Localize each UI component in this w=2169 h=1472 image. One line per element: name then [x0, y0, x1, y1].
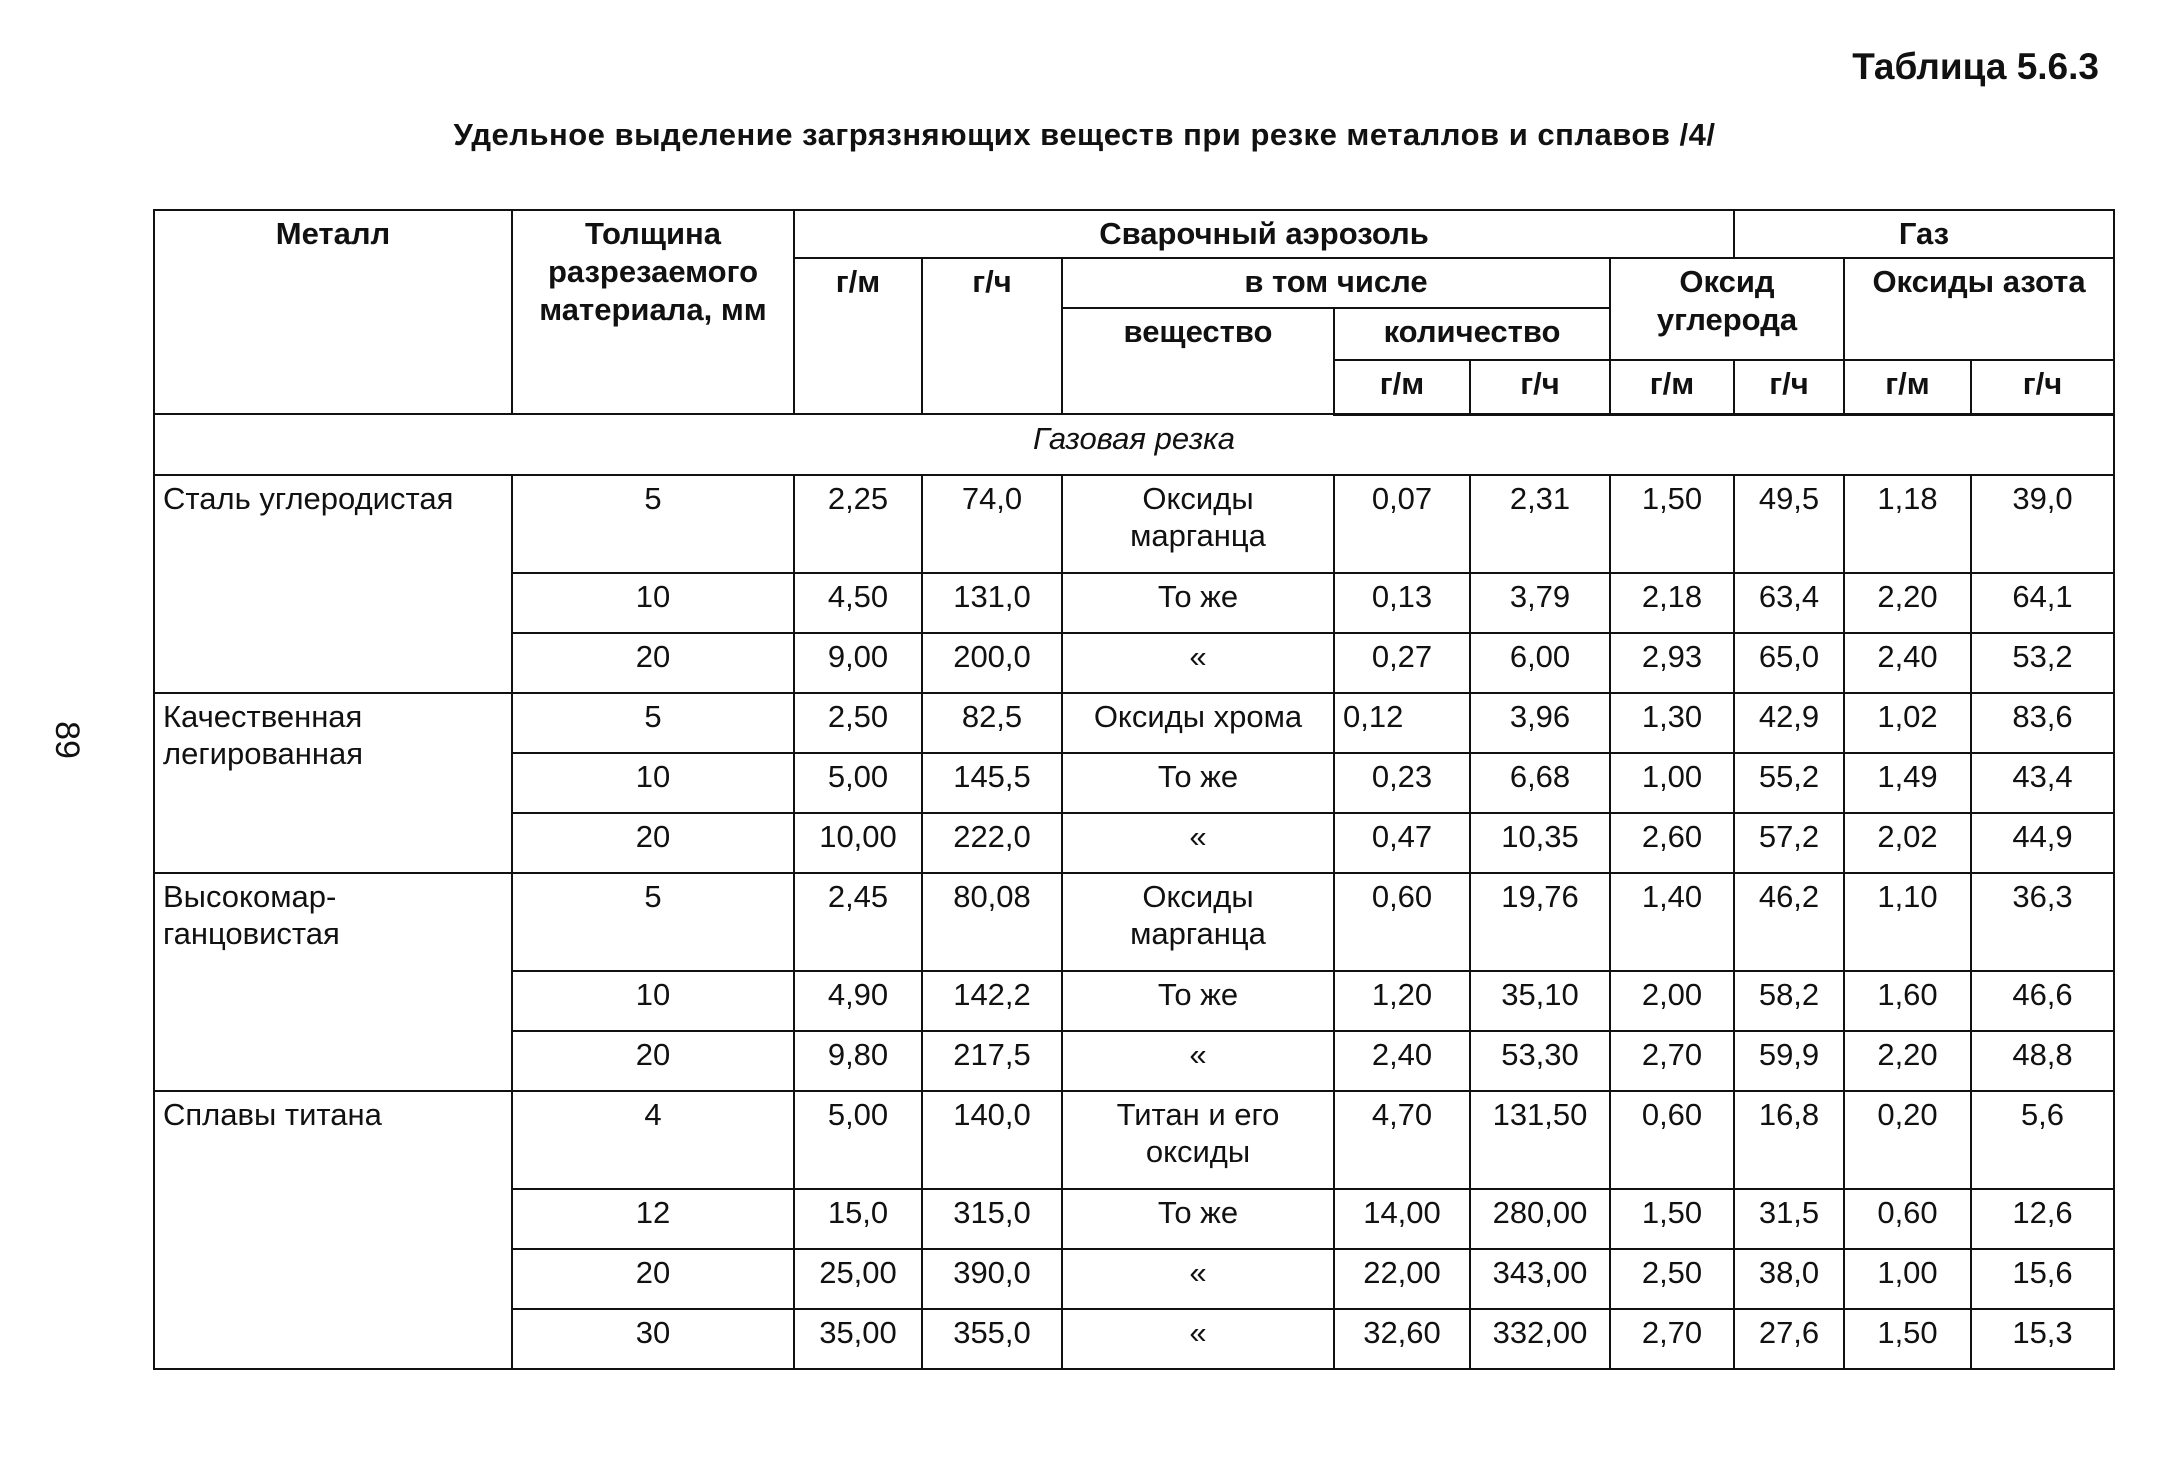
aerosol-gh-cell: 131,0: [922, 573, 1062, 633]
aerosol-gm-cell: 9,00: [794, 633, 922, 693]
table-row: [154, 873, 2114, 971]
thickness-cell: 20: [512, 1249, 794, 1309]
table-number: Таблица 5.6.3: [1852, 46, 2099, 87]
aerosol-gm-cell: 9,80: [794, 1031, 922, 1091]
nox-gh-cell: 36,3: [1971, 873, 2114, 971]
thickness-cell: 5: [512, 693, 794, 753]
substance-cell: То же: [1062, 1189, 1334, 1249]
substance-cell: «: [1062, 633, 1334, 693]
table-body: [154, 414, 2114, 1369]
quantity-gm-cell: 14,00: [1334, 1189, 1470, 1249]
aerosol-gh-cell: 74,0: [922, 475, 1062, 573]
metal-cell: Сплавы титана: [154, 1091, 512, 1369]
aerosol-gh-cell: 355,0: [922, 1309, 1062, 1369]
substance-cell: То же: [1062, 573, 1334, 633]
substance-cell: Оксиды марганца: [1062, 873, 1334, 971]
substance-cell: «: [1062, 1249, 1334, 1309]
thickness-cell: 30: [512, 1309, 794, 1369]
header-aerosol-gm: г/м: [794, 258, 922, 414]
nox-gh-cell: 5,6: [1971, 1091, 2114, 1189]
thickness-cell: 10: [512, 753, 794, 813]
nox-gm-cell: 0,60: [1844, 1189, 1971, 1249]
aerosol-gh-cell: 217,5: [922, 1031, 1062, 1091]
header-quantity: количество: [1334, 308, 1610, 360]
quantity-gm-cell: 0,27: [1334, 633, 1470, 693]
co-gh-cell: 31,5: [1734, 1189, 1844, 1249]
quantity-gh-cell: 131,50: [1470, 1091, 1610, 1189]
nox-gh-cell: 48,8: [1971, 1031, 2114, 1091]
co-gm-cell: 1,40: [1610, 873, 1734, 971]
substance-cell: То же: [1062, 971, 1334, 1031]
thickness-cell: 20: [512, 633, 794, 693]
co-gm-cell: 2,70: [1610, 1031, 1734, 1091]
header-quantity-gh: г/ч: [1470, 360, 1610, 414]
aerosol-gm-cell: 2,25: [794, 475, 922, 573]
nox-gm-cell: 2,02: [1844, 813, 1971, 873]
thickness-cell: 5: [512, 475, 794, 573]
nox-gm-cell: 2,40: [1844, 633, 1971, 693]
header-welding-aerosol: Сварочный аэрозоль: [794, 210, 1734, 258]
header-metal: Металл: [154, 210, 512, 414]
table-header: [154, 210, 2114, 414]
co-gh-cell: 46,2: [1734, 873, 1844, 971]
aerosol-gh-cell: 145,5: [922, 753, 1062, 813]
substance-cell: Оксиды хрома: [1062, 693, 1334, 753]
aerosol-gh-cell: 140,0: [922, 1091, 1062, 1189]
co-gh-cell: 65,0: [1734, 633, 1844, 693]
quantity-gm-cell: 4,70: [1334, 1091, 1470, 1189]
quantity-gh-cell: 35,10: [1470, 971, 1610, 1031]
substance-cell: Титан и его оксиды: [1062, 1091, 1334, 1189]
quantity-gm-cell: 0,07: [1334, 475, 1470, 573]
header-co-gm: г/м: [1610, 360, 1734, 414]
substance-cell: «: [1062, 1309, 1334, 1369]
metal-cell: Качественная легированная: [154, 693, 512, 873]
aerosol-gm-cell: 10,00: [794, 813, 922, 873]
page-number: 89: [48, 721, 86, 759]
header-including: в том числе: [1062, 258, 1610, 308]
co-gm-cell: 2,00: [1610, 971, 1734, 1031]
thickness-cell: 4: [512, 1091, 794, 1189]
co-gm-cell: 1,50: [1610, 1189, 1734, 1249]
nox-gm-cell: 1,10: [1844, 873, 1971, 971]
aerosol-gm-cell: 25,00: [794, 1249, 922, 1309]
quantity-gm-cell: 0,47: [1334, 813, 1470, 873]
quantity-gh-cell: 19,76: [1470, 873, 1610, 971]
table-caption: Удельное выделение загрязняющих веществ при резке металлов и сплавов /4/: [453, 117, 1716, 152]
nox-gm-cell: 1,18: [1844, 475, 1971, 573]
aerosol-gh-cell: 142,2: [922, 971, 1062, 1031]
nox-gh-cell: 15,3: [1971, 1309, 2114, 1369]
emissions-table: [153, 209, 2115, 1370]
nox-gh-cell: 15,6: [1971, 1249, 2114, 1309]
substance-cell: «: [1062, 813, 1334, 873]
header-substance: вещество: [1062, 308, 1334, 414]
header-quantity-gm: г/м: [1334, 360, 1470, 414]
co-gh-cell: 57,2: [1734, 813, 1844, 873]
aerosol-gm-cell: 35,00: [794, 1309, 922, 1369]
nox-gh-cell: 43,4: [1971, 753, 2114, 813]
nox-gm-cell: 1,49: [1844, 753, 1971, 813]
co-gh-cell: 63,4: [1734, 573, 1844, 633]
quantity-gh-cell: 3,96: [1470, 693, 1610, 753]
co-gh-cell: 55,2: [1734, 753, 1844, 813]
co-gm-cell: 0,60: [1610, 1091, 1734, 1189]
aerosol-gh-cell: 222,0: [922, 813, 1062, 873]
aerosol-gm-cell: 4,50: [794, 573, 922, 633]
co-gm-cell: 2,18: [1610, 573, 1734, 633]
substance-cell: Оксиды марганца: [1062, 475, 1334, 573]
quantity-gh-cell: 6,68: [1470, 753, 1610, 813]
substance-cell: То же: [1062, 753, 1334, 813]
co-gh-cell: 59,9: [1734, 1031, 1844, 1091]
metal-cell: Высокомар-ганцовистая: [154, 873, 512, 1091]
section-gas-cutting: Газовая резка: [154, 414, 2114, 475]
quantity-gh-cell: 6,00: [1470, 633, 1610, 693]
aerosol-gm-cell: 5,00: [794, 1091, 922, 1189]
header-nox-gm: г/м: [1844, 360, 1971, 414]
header-aerosol-gh: г/ч: [922, 258, 1062, 414]
quantity-gm-cell: 0,13: [1334, 573, 1470, 633]
quantity-gm-cell: 0,60: [1334, 873, 1470, 971]
co-gm-cell: 1,30: [1610, 693, 1734, 753]
nox-gm-cell: 0,20: [1844, 1091, 1971, 1189]
quantity-gm-cell: 32,60: [1334, 1309, 1470, 1369]
co-gm-cell: 1,50: [1610, 475, 1734, 573]
co-gm-cell: 2,93: [1610, 633, 1734, 693]
aerosol-gm-cell: 4,90: [794, 971, 922, 1031]
quantity-gh-cell: 280,00: [1470, 1189, 1610, 1249]
aerosol-gh-cell: 315,0: [922, 1189, 1062, 1249]
nox-gh-cell: 53,2: [1971, 633, 2114, 693]
co-gh-cell: 38,0: [1734, 1249, 1844, 1309]
quantity-gh-cell: 53,30: [1470, 1031, 1610, 1091]
aerosol-gh-cell: 200,0: [922, 633, 1062, 693]
header-gas: Газ: [1734, 210, 2114, 258]
co-gh-cell: 16,8: [1734, 1091, 1844, 1189]
co-gm-cell: 2,70: [1610, 1309, 1734, 1369]
nox-gh-cell: 64,1: [1971, 573, 2114, 633]
nox-gm-cell: 1,60: [1844, 971, 1971, 1031]
nox-gm-cell: 1,00: [1844, 1249, 1971, 1309]
nox-gh-cell: 12,6: [1971, 1189, 2114, 1249]
co-gh-cell: 49,5: [1734, 475, 1844, 573]
table-row: [154, 693, 2114, 753]
thickness-cell: 12: [512, 1189, 794, 1249]
quantity-gh-cell: 343,00: [1470, 1249, 1610, 1309]
nox-gh-cell: 39,0: [1971, 475, 2114, 573]
quantity-gh-cell: 3,79: [1470, 573, 1610, 633]
thickness-cell: 20: [512, 813, 794, 873]
aerosol-gh-cell: 390,0: [922, 1249, 1062, 1309]
table-row: [154, 475, 2114, 573]
nox-gm-cell: 1,50: [1844, 1309, 1971, 1369]
aerosol-gm-cell: 15,0: [794, 1189, 922, 1249]
quantity-gm-cell: 22,00: [1334, 1249, 1470, 1309]
quantity-gh-cell: 2,31: [1470, 475, 1610, 573]
co-gm-cell: 2,50: [1610, 1249, 1734, 1309]
thickness-cell: 10: [512, 971, 794, 1031]
aerosol-gm-cell: 5,00: [794, 753, 922, 813]
quantity-gh-cell: 10,35: [1470, 813, 1610, 873]
co-gh-cell: 58,2: [1734, 971, 1844, 1031]
header-thickness: Толщина разрезаемого материала, мм: [512, 210, 794, 414]
thickness-cell: 10: [512, 573, 794, 633]
header-co-gh: г/ч: [1734, 360, 1844, 414]
metal-cell: Сталь углеродистая: [154, 475, 512, 693]
nox-gm-cell: 1,02: [1844, 693, 1971, 753]
quantity-gh-cell: 332,00: [1470, 1309, 1610, 1369]
substance-cell: «: [1062, 1031, 1334, 1091]
quantity-gm-cell: 1,20: [1334, 971, 1470, 1031]
nox-gm-cell: 2,20: [1844, 573, 1971, 633]
co-gh-cell: 42,9: [1734, 693, 1844, 753]
aerosol-gh-cell: 80,08: [922, 873, 1062, 971]
nox-gh-cell: 44,9: [1971, 813, 2114, 873]
quantity-gm-cell: 0,23: [1334, 753, 1470, 813]
aerosol-gh-cell: 82,5: [922, 693, 1062, 753]
quantity-gm-cell: 0,12: [1334, 693, 1470, 753]
nox-gh-cell: 46,6: [1971, 971, 2114, 1031]
co-gm-cell: 1,00: [1610, 753, 1734, 813]
nox-gm-cell: 2,20: [1844, 1031, 1971, 1091]
table-row: [154, 1091, 2114, 1189]
thickness-cell: 5: [512, 873, 794, 971]
co-gm-cell: 2,60: [1610, 813, 1734, 873]
aerosol-gm-cell: 2,45: [794, 873, 922, 971]
aerosol-gm-cell: 2,50: [794, 693, 922, 753]
nox-gh-cell: 83,6: [1971, 693, 2114, 753]
thickness-cell: 20: [512, 1031, 794, 1091]
header-nitrogen-oxides: Оксиды азота: [1844, 258, 2114, 360]
header-carbon-monoxide: Оксид углерода: [1610, 258, 1844, 360]
co-gh-cell: 27,6: [1734, 1309, 1844, 1369]
header-nox-gh: г/ч: [1971, 360, 2114, 414]
quantity-gm-cell: 2,40: [1334, 1031, 1470, 1091]
